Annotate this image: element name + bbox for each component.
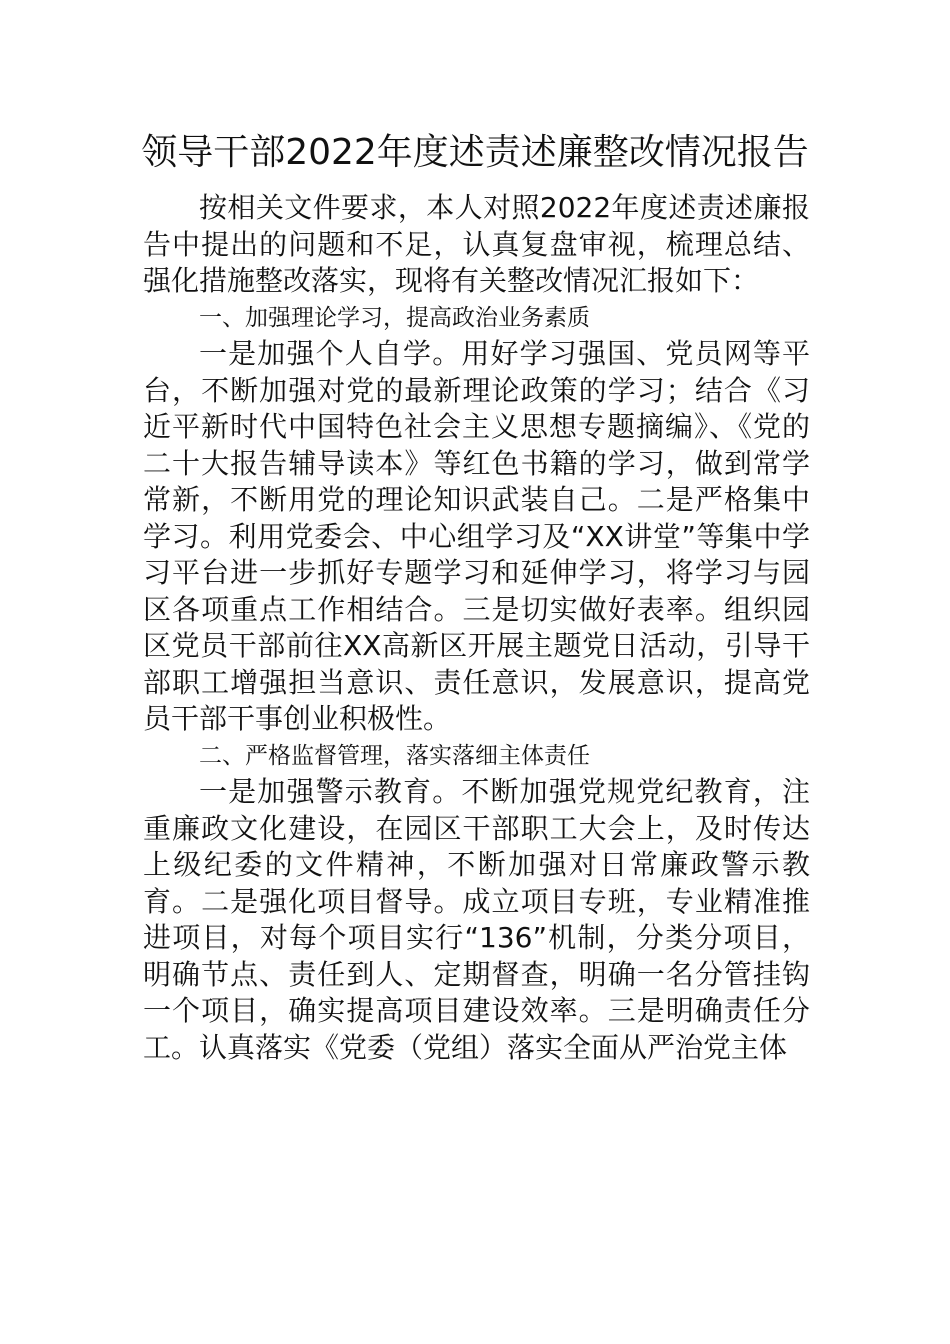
section-heading-1: 一、加强理论学习，提高政治业务素质 xyxy=(199,304,590,331)
section-heading-2: 二、严格监督管理，落实落细主体责任 xyxy=(199,742,590,769)
document-title: 领导干部2022年度述责述廉整改情况报告 xyxy=(141,132,809,173)
intro-paragraph: 按相关文件要求，本人对照2022年度述责述廉报告中提出的问题和不足，认真复盘审视，梳理总结、强化措施整改落实，现将有关整改情况汇报如下： xyxy=(143,191,810,297)
section-paragraph-2: 一是加强警示教育。不断加强党规党纪教育，注重廉政文化建设，在园区干部职工大会上，及时传达上级纪委的文件精神，不断加强对日常廉政警示教育。二是强化项目督导。成立项目专班，专业精准推进项目，对每个项目实行“136”机制，分类分项目，明确节点、责任到人、定期督查，明确一名分管挂钩一个项目，确实提高项目建设效率。三是明确责任分工。认真落实《党委（党组）落实全面从严治党主体 xyxy=(143,775,810,1064)
section-paragraph-1: 一是加强个人自学。用好学习强国、党员网等平台，不断加强对党的最新理论政策的学习；结合《习近平新时代中国特色社会主义思想专题摘编》、《党的二十大报告辅导读本》等红色书籍的学习，做到常学常新，不断用党的理论知识武装自己。二是严格集中学习。利用党委会、中心组学习及“XX讲堂”等集中学习平台进一步抓好专题学习和延伸学习，将学习与园区各项重点工作相结合。三是切实做好表率。组织园区党员干部前往XX高新区开展主题党日活动，引导干部职工增强担当意识、责任意识，发展意识，提高党员干部干事创业积极性。 xyxy=(143,337,810,735)
document-body xyxy=(143,190,810,1066)
